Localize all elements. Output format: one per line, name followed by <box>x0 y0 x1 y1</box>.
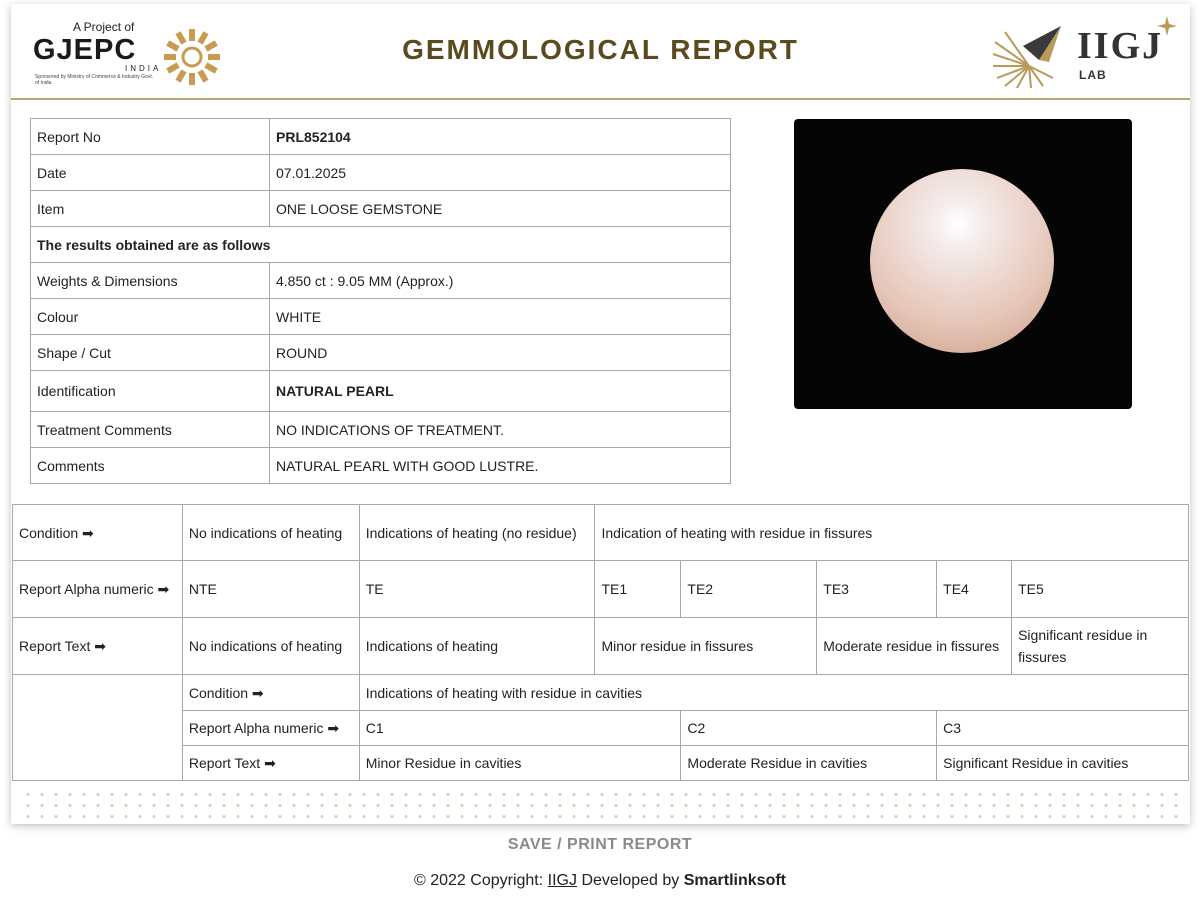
cavity-alpha-label: Report Alpha numeric ➡ <box>182 711 359 746</box>
table-row <box>31 299 731 335</box>
arrow-right-icon: ➡ <box>251 684 264 701</box>
date-label: Date <box>31 155 270 191</box>
iigj-name: IIGJ <box>1077 25 1164 67</box>
item-value: ONE LOOSE GEMSTONE <box>270 191 731 227</box>
table-row <box>31 412 731 448</box>
shape-value: ROUND <box>270 335 731 371</box>
report-no-value: PRL852104 <box>270 119 731 155</box>
arrow-right-icon: ➡ <box>157 581 170 597</box>
pearl-image <box>870 169 1054 353</box>
table-row <box>13 505 1189 561</box>
alpha-cell-te2: TE2 <box>681 561 817 618</box>
colour-value: WHITE <box>270 299 731 335</box>
weights-label: Weights & Dimensions <box>31 263 270 299</box>
results-section-heading: The results obtained are as follows <box>31 227 731 263</box>
identification-label: Identification <box>31 371 270 412</box>
gjepc-tagline: A Project of <box>73 20 135 34</box>
alpha-cell-nte: NTE <box>182 561 359 618</box>
alpha-cell-c3: C3 <box>937 711 1189 746</box>
developer-name: Smartlinksoft <box>683 872 786 889</box>
developed-by-text: Developed by <box>581 872 680 889</box>
alpha-cell-te: TE <box>359 561 595 618</box>
sunburst-icon <box>989 16 1069 90</box>
identification-value: NATURAL PEARL <box>270 371 731 412</box>
treatment-value: NO INDICATIONS OF TREATMENT. <box>270 412 731 448</box>
table-row <box>13 711 1189 746</box>
arrow-right-icon: ➡ <box>82 524 94 541</box>
alpha-cell-te4: TE4 <box>937 561 1012 618</box>
text-cell-minor-cavities: Minor Residue in cavities <box>359 746 681 781</box>
report-no-label: Report No <box>31 119 270 155</box>
save-print-button[interactable]: SAVE / PRINT REPORT <box>507 836 693 853</box>
table-row <box>13 746 1189 781</box>
alpha-cell-te5: TE5 <box>1012 561 1189 618</box>
gjepc-sponsor: Sponsored by Ministry of Commerce & Industry Govt. of India <box>35 74 154 86</box>
decorative-dot-border <box>21 789 1181 823</box>
table-row <box>31 263 731 299</box>
item-label: Item <box>31 191 270 227</box>
alpha-cell-te3: TE3 <box>817 561 937 618</box>
cond-cell-residue-fissures: Indication of heating with residue in fissures <box>595 505 1189 561</box>
comments-label: Comments <box>31 448 270 484</box>
table-row <box>31 448 731 484</box>
shape-label: Shape / Cut <box>31 335 270 371</box>
table-row <box>13 675 1189 711</box>
text-row-label: Report Text ➡ <box>13 618 183 675</box>
arrow-right-icon: ➡ <box>264 755 276 771</box>
treatment-label: Treatment Comments <box>31 412 270 448</box>
table-row <box>31 371 731 412</box>
arrow-right-icon: ➡ <box>327 720 340 736</box>
gjepc-name: GJEPC <box>33 34 137 66</box>
report-details-table <box>30 118 731 484</box>
report-header <box>11 4 1190 100</box>
condition-row-label: Condition ➡ <box>13 505 183 561</box>
weights-value: 4.850 ct : 9.05 MM (Approx.) <box>270 263 731 299</box>
sparkle-icon <box>1157 16 1177 36</box>
table-row <box>31 155 731 191</box>
text-cell-moderate-fissures: Moderate residue in fissures <box>817 618 1012 675</box>
table-row <box>31 191 731 227</box>
cavity-condition-header: Indications of heating with residue in cavities <box>359 675 1188 711</box>
iigj-lab-logo <box>989 16 1179 90</box>
iigj-lab-label: LAB <box>1079 68 1107 82</box>
alpha-cell-c2: C2 <box>681 711 937 746</box>
text-cell-no-heating: No indications of heating <box>182 618 359 675</box>
colour-label: Colour <box>31 299 270 335</box>
footer <box>0 872 1200 890</box>
page-title: GEMMOLOGICAL REPORT <box>402 34 799 65</box>
table-row <box>31 335 731 371</box>
text-cell-significant-fissures: Significant residue in fissures <box>1012 618 1189 675</box>
text-cell-minor-fissures: Minor residue in fissures <box>595 618 817 675</box>
cavity-text-label: Report Text ➡ <box>182 746 359 781</box>
comments-value: NATURAL PEARL WITH GOOD LUSTRE. <box>270 448 731 484</box>
arrow-right-icon: ➡ <box>94 638 106 654</box>
blank-cell <box>13 675 183 781</box>
table-row <box>31 227 731 263</box>
cavity-condition-label: Condition ➡ <box>182 675 359 711</box>
alpha-cell-c1: C1 <box>359 711 681 746</box>
text-cell-significant-cavities: Significant Residue in cavities <box>937 746 1189 781</box>
cond-cell-no-heating: No indications of heating <box>182 505 359 561</box>
alpha-cell-te1: TE1 <box>595 561 681 618</box>
condition-legend-table <box>12 504 1189 781</box>
copyright-text: © 2022 Copyright: <box>414 872 544 889</box>
table-row <box>31 119 731 155</box>
text-cell-heating: Indications of heating <box>359 618 595 675</box>
report-card <box>11 4 1190 824</box>
table-row <box>13 561 1189 618</box>
table-row <box>13 618 1189 675</box>
iigj-link[interactable]: IIGJ <box>547 872 577 889</box>
gjepc-country: INDIA <box>125 64 162 73</box>
text-cell-moderate-cavities: Moderate Residue in cavities <box>681 746 937 781</box>
cond-cell-heating-no-residue: Indications of heating (no residue) <box>359 505 595 561</box>
date-value: 07.01.2025 <box>270 155 731 191</box>
alpha-row-label: Report Alpha numeric ➡ <box>13 561 183 618</box>
